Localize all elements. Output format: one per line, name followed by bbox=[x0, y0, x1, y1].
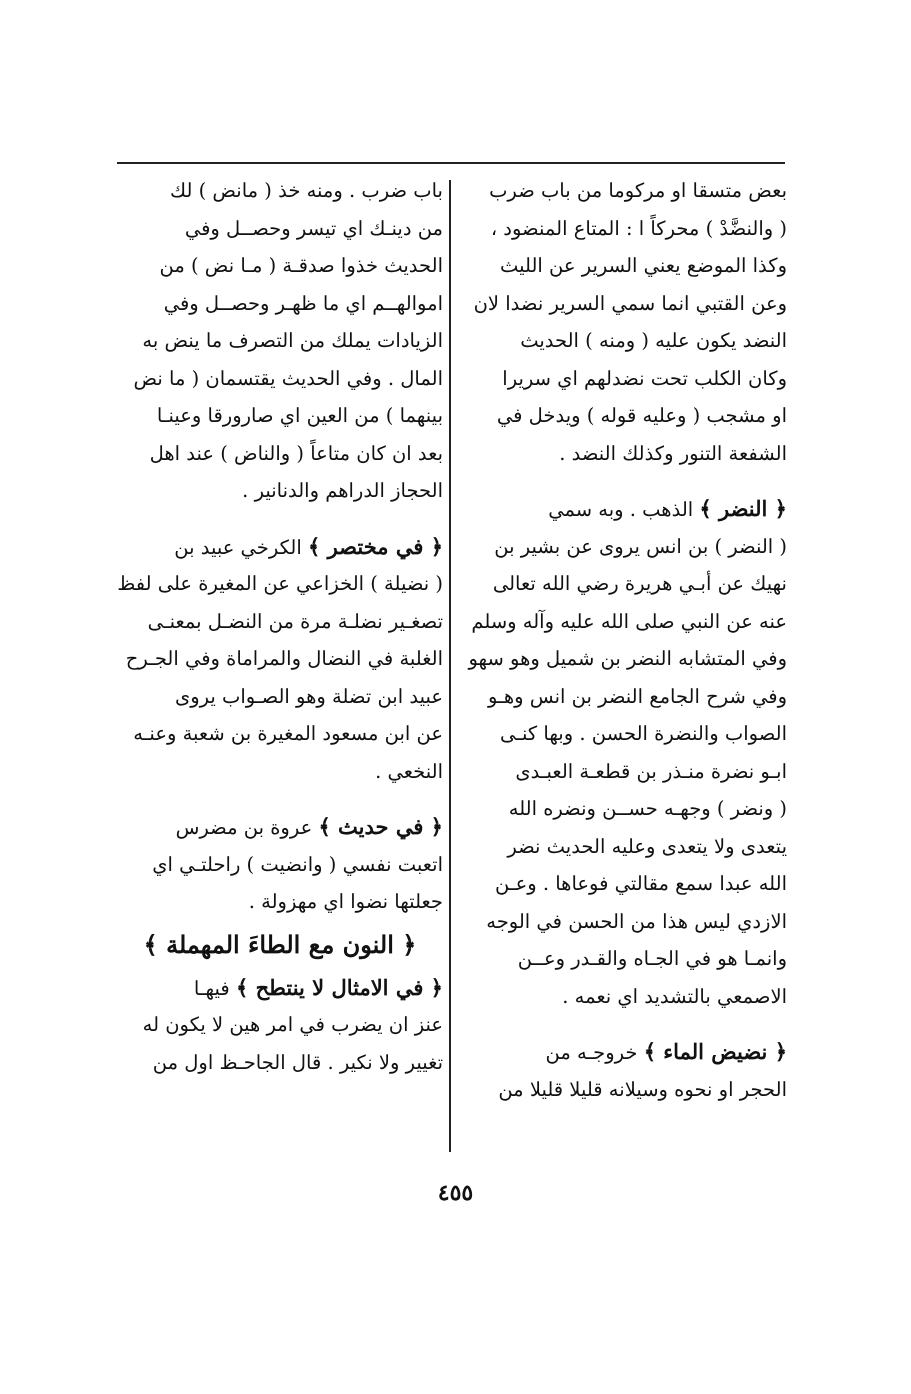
text-line: الاصمعي بالتشديد اي نعمه . bbox=[562, 984, 787, 1008]
text-line: وكان الكلب تحت نضدلهم اي سريرا bbox=[502, 366, 787, 390]
entry-nadr bbox=[462, 490, 787, 1015]
entry-keyword: ﴿ في حديث ﴾ bbox=[318, 814, 443, 839]
left-column bbox=[117, 172, 443, 1081]
text-line: ابـو نضرة منـذر بن قطعـة العبـدى bbox=[515, 759, 787, 783]
text-line: ( ونضر ) وجهـه حســن ونضره الله bbox=[508, 797, 787, 820]
text-line: اموالهــم اي ما ظهـر وحصــل وفي bbox=[163, 291, 443, 315]
header-rule bbox=[117, 162, 785, 164]
page-number: ٤٥٥ bbox=[437, 1180, 474, 1206]
column-divider bbox=[449, 180, 451, 1152]
text-line: عنه عن النبي صلى الله عليه وآله وسلم bbox=[471, 609, 787, 633]
text-line: وانمـا هو في الجـاه والقـدر وعــن bbox=[517, 947, 787, 970]
text-line: بينهما ) من العين اي صارورقا وعينـا bbox=[156, 404, 443, 427]
text-line: الحديث خذوا صدقـة ( مـا نض ) من bbox=[159, 254, 443, 277]
entry-first-line bbox=[462, 490, 787, 528]
entry-keyword: ﴿ النضر ﴾ bbox=[699, 496, 787, 521]
right-column bbox=[462, 172, 787, 1108]
entry-keyword: ﴿ في مختصر ﴾ bbox=[307, 533, 443, 559]
text-line: باب ضرب . ومنه خذ ( مانض ) لك bbox=[170, 179, 443, 202]
text-line: الازدي ليس هذا من الحسن في الوجه bbox=[486, 909, 787, 933]
text-line: نهيك عن أبـي هريرة رضي الله تعالى bbox=[492, 572, 787, 595]
text-line: ( والنضَّدْ ) محركاً ا : المتاع المنضود ، bbox=[490, 216, 787, 240]
entry-first-line bbox=[462, 1033, 787, 1071]
section-heading: ﴿ النون مع الطاءَ المهملة ﴾ bbox=[143, 929, 417, 959]
text-line: خروجـه من bbox=[545, 1041, 638, 1064]
text-line: من دينـك اي تيسر وحصــل وفي bbox=[184, 216, 443, 240]
text-line: النضد يكون عليه ( ومنه ) الحديث bbox=[520, 329, 787, 352]
text-line: وعن القتبي انما سمي السرير نضدا لان bbox=[473, 291, 787, 315]
text-line: عروة بن مضرس bbox=[175, 816, 313, 839]
entry-keyword: ﴿ نضيض الماء ﴾ bbox=[643, 1039, 787, 1064]
entry-nadad bbox=[462, 172, 787, 472]
text-line: يتعدى ولا يتعدى وعليه الحديث نضر bbox=[507, 834, 787, 858]
text-line: وفي المتشابه النضر بن شميل وهو سهو bbox=[468, 647, 787, 670]
entry-hadith bbox=[117, 808, 443, 921]
text-line: عبيد ابن تضلة وهو الصـواب يروى bbox=[174, 684, 443, 708]
entry-first-line bbox=[117, 969, 443, 1007]
text-line: فيهـا bbox=[193, 976, 230, 1000]
text-line: الله عبدا سمع مقالتي فوعاها . وعـن bbox=[495, 872, 787, 895]
text-line: الذهب . وبه سمي bbox=[548, 498, 694, 521]
text-line: وكذا الموضع يعني السرير عن الليث bbox=[500, 254, 787, 277]
text-line: الكرخي عبيد بن bbox=[174, 535, 302, 559]
entry-keyword: ﴿ في الامثال لا ينتطح ﴾ bbox=[235, 974, 443, 1000]
entry-nadid bbox=[462, 1033, 787, 1108]
text-line: تصغـير نضلـة مرة من النضـل بمعنـى bbox=[147, 609, 443, 633]
entry-first-line bbox=[117, 808, 443, 846]
text-line: جعلتها نضوا اي مهزولة . bbox=[248, 890, 443, 913]
text-line: بعض متسقا او مركوما من باب ضرب bbox=[489, 179, 787, 202]
text-line: الشفعة التنور وكذلك النضد . bbox=[559, 441, 787, 465]
text-line: اتعبت نفسي ( وانضيت ) راحلتـي اي bbox=[152, 852, 443, 876]
text-line: المال . وفي الحديث يقتسمان ( ما نض bbox=[133, 366, 443, 390]
text-line: عنز ان يضرب في امر هين لا يكون له bbox=[142, 1013, 443, 1036]
text-line: الغلبة في النضال والمراماة وفي الجـرح bbox=[125, 647, 443, 670]
entry-first-line bbox=[117, 528, 443, 566]
text-line: ( نضيلة ) الخزاعي عن المغيرة على لفظ bbox=[117, 572, 443, 595]
text-line: النخعي . bbox=[375, 759, 443, 783]
text-line: بعد ان كان متاعاً ( والناض ) عند اهل bbox=[149, 441, 443, 465]
text-line: عن ابن مسعود المغيرة بن شعبة وعنـه bbox=[133, 722, 443, 745]
text-line: وفي شرح الجامع النضر بن انس وهـو bbox=[488, 684, 787, 708]
text-line: الحجاز الدراهم والدنانير . bbox=[242, 479, 443, 502]
entry-mukhtasar bbox=[117, 528, 443, 791]
text-line: او مشجب ( وعليه قوله ) ويدخل في bbox=[496, 404, 787, 427]
text-line: الزيادات يملك من التصرف ما ينض به bbox=[142, 329, 443, 352]
text-line: تغيير ولا نكير . قال الجاحـظ اول من bbox=[152, 1050, 443, 1074]
text-line: الحجر او نحوه وسيلانه قليلا قليلا من bbox=[498, 1077, 787, 1101]
text-line: ( النضر ) بن انس يروى عن بشير بن bbox=[494, 534, 787, 558]
entry-nadd-cont bbox=[117, 172, 443, 510]
text-line: الصواب والنضرة الحسن . وبها كنـى bbox=[500, 722, 787, 745]
entry-amthal bbox=[117, 969, 443, 1082]
